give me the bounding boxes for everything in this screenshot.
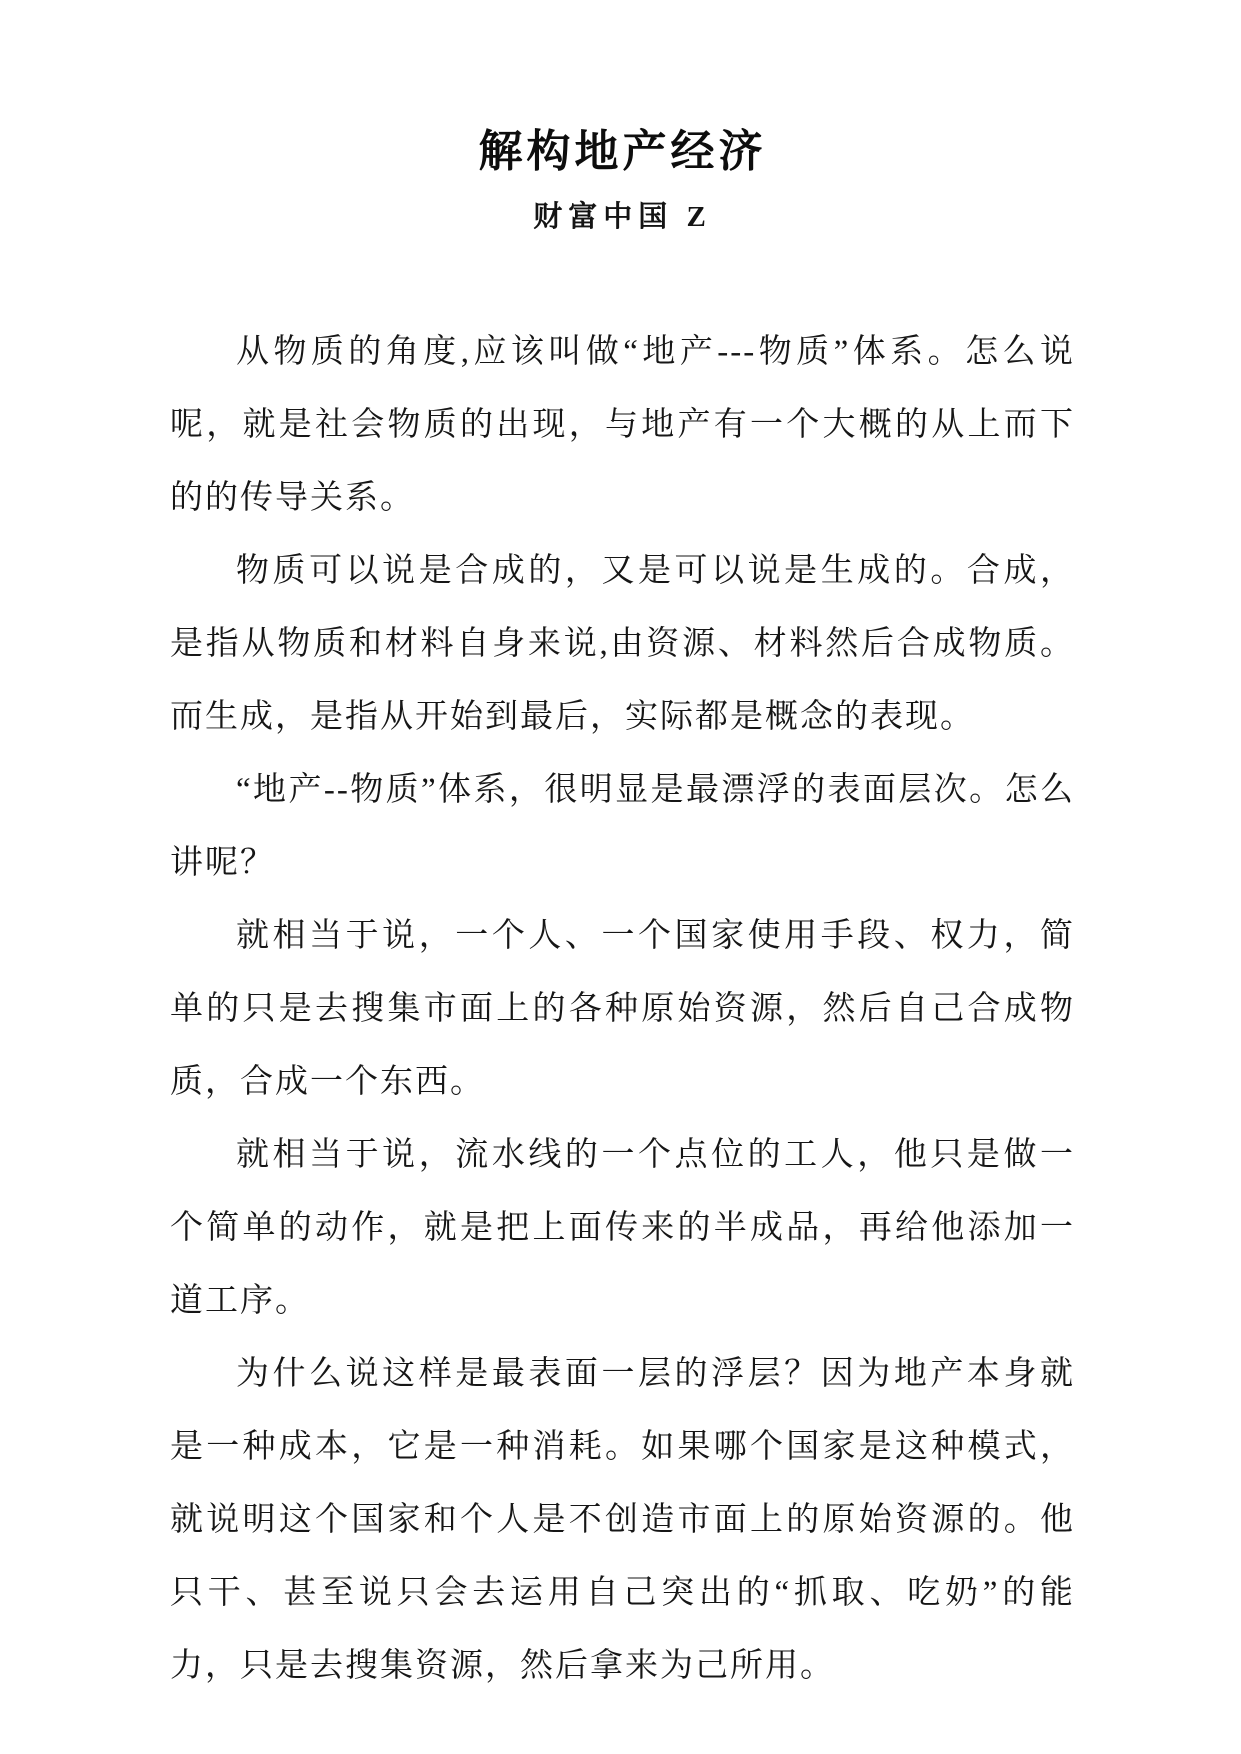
paragraph: “地产--物质”体系，很明显是最漂浮的表面层次。怎么讲呢？ (170, 772, 1075, 882)
paragraph: 就相当于说，流水线的一个点位的工人，他只是做一个简单的动作，就是把上面传来的半成品，再给他添加一道工序。 (170, 1137, 1075, 1320)
paragraph: 物质可以说是合成的，又是可以说是生成的。合成，是指从物质和材料自身来说,由资源、材料然后合成物质。 而生成，是指从开始到最后，实际都是概念的表现。 (170, 553, 1075, 736)
page-subtitle: 财富中国 Z (533, 201, 712, 234)
page-title: 解构地产经济 (478, 127, 767, 176)
document-body (170, 316, 1075, 1703)
paragraph: 从物质的角度,应该叫做“地产---物质”体系。怎么说呢，就是社会物质的出现，与地产有一个大概的从上而下的的传导关系。 (170, 334, 1075, 517)
paragraph: 为什么说这样是最表面一层的浮层？因为地产本身就是一种成本，它是一种消耗。如果哪个国家是这种模式，就说明这个国家和个人是不创造市面上的原始资源的。他只干、甚至说只会去运用自己突出的“抓取、吃奶”的能力，只是去搜集资源，然后拿来为己所用。 (170, 1356, 1075, 1685)
paragraph: 就相当于说，一个人、一个国家使用手段、权力，简单的只是去搜集市面上的各种原始资源，然后自己合成物质，合成一个东西。 (170, 918, 1075, 1101)
